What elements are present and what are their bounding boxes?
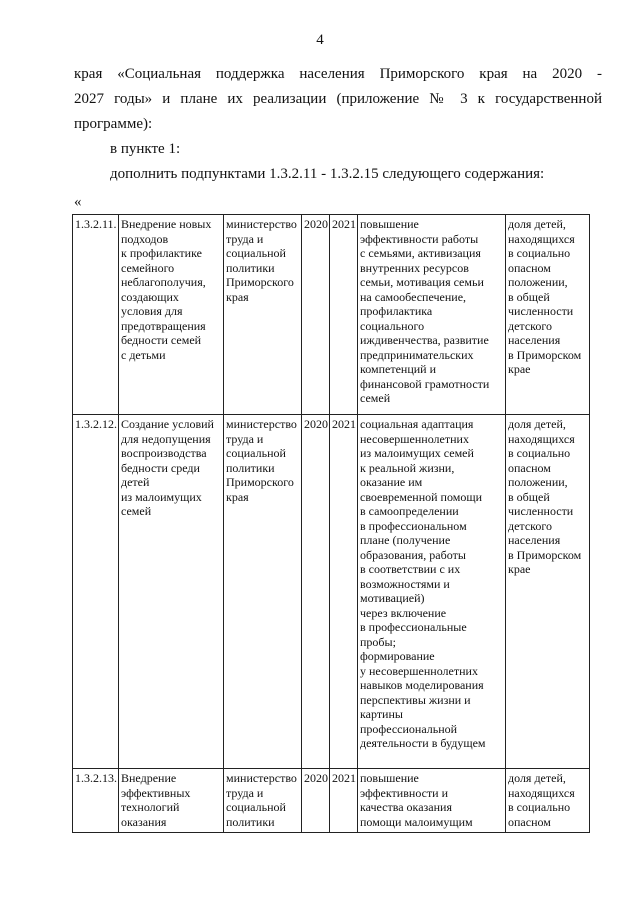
intro-line-5: дополнить подпунктами 1.3.2.11 - 1.3.2.15 следующего содержания: — [110, 166, 545, 182]
year-end: 2021 — [330, 769, 358, 833]
row-number: 1.3.2.11. — [73, 215, 119, 415]
page-number: 4 — [316, 32, 324, 48]
expected-result: повышение эффективности и качества оказания помощи малоимущим — [358, 769, 506, 833]
indicator: доля детей, находящихся в социально опасном положении, в общей численности детского населения в Приморском крае — [506, 415, 590, 769]
table-row — [73, 415, 590, 769]
indicator: доля детей, находящихся в социально опасном положении, в общей численности детского населения в Приморском крае — [506, 215, 590, 415]
row-number: 1.3.2.12. — [73, 415, 119, 769]
indicator: доля детей, находящихся в социально опасном — [506, 769, 590, 833]
executor: министерство труда и социальной политики — [224, 769, 302, 833]
program-table — [72, 214, 590, 833]
table-row — [73, 215, 590, 415]
executor: министерство труда и социальной политики Приморского края — [224, 215, 302, 415]
year-start: 2020 — [302, 415, 330, 769]
year-start: 2020 — [302, 215, 330, 415]
year-start: 2020 — [302, 769, 330, 833]
intro-paragraph — [74, 62, 602, 187]
year-end: 2021 — [330, 215, 358, 415]
measure-name: Внедрение новых подходов к профилактике семейного неблагополучия, создающих условия для предотвращения бедности семей с детьми — [119, 215, 224, 415]
year-end: 2021 — [330, 415, 358, 769]
intro-line-4: в пункте 1: — [110, 141, 181, 157]
measure-name: Создание условий для недопущения воспроизводства бедности среди детей из малоимущих семей — [119, 415, 224, 769]
intro-line-3: программе): — [74, 116, 153, 132]
opening-quote: « — [74, 194, 82, 210]
expected-result: социальная адаптация несовершеннолетних из малоимущих семей к реальной жизни, оказание им своевременной помощи в самоопределении в профессиональном плане (получение образования, работы в соответствии с их возможностями и мотивацией) через включение в профессиональные пробы; формирование у несовершеннолетних навыков моделирования перспективы жизни и картины профессиональной деятельности в будущем — [358, 415, 506, 769]
measure-name: Внедрение эффективных технологий оказания — [119, 769, 224, 833]
intro-line-2: 2027 годы» и плане их реализации (приложение № 3 к государственной — [74, 91, 602, 107]
intro-line-1: края «Социальная поддержка населения Приморского края на 2020 - — [74, 66, 602, 82]
expected-result: повышение эффективности работы с семьями, активизация внутренних ресурсов семьи, мотивация семьи на самообеспечение, профилактика социального иждивенчества, развитие предпринимательских компетенций и финансовой грамотности семей — [358, 215, 506, 415]
executor: министерство труда и социальной политики Приморского края — [224, 415, 302, 769]
row-number: 1.3.2.13. — [73, 769, 119, 833]
table-row — [73, 769, 590, 833]
